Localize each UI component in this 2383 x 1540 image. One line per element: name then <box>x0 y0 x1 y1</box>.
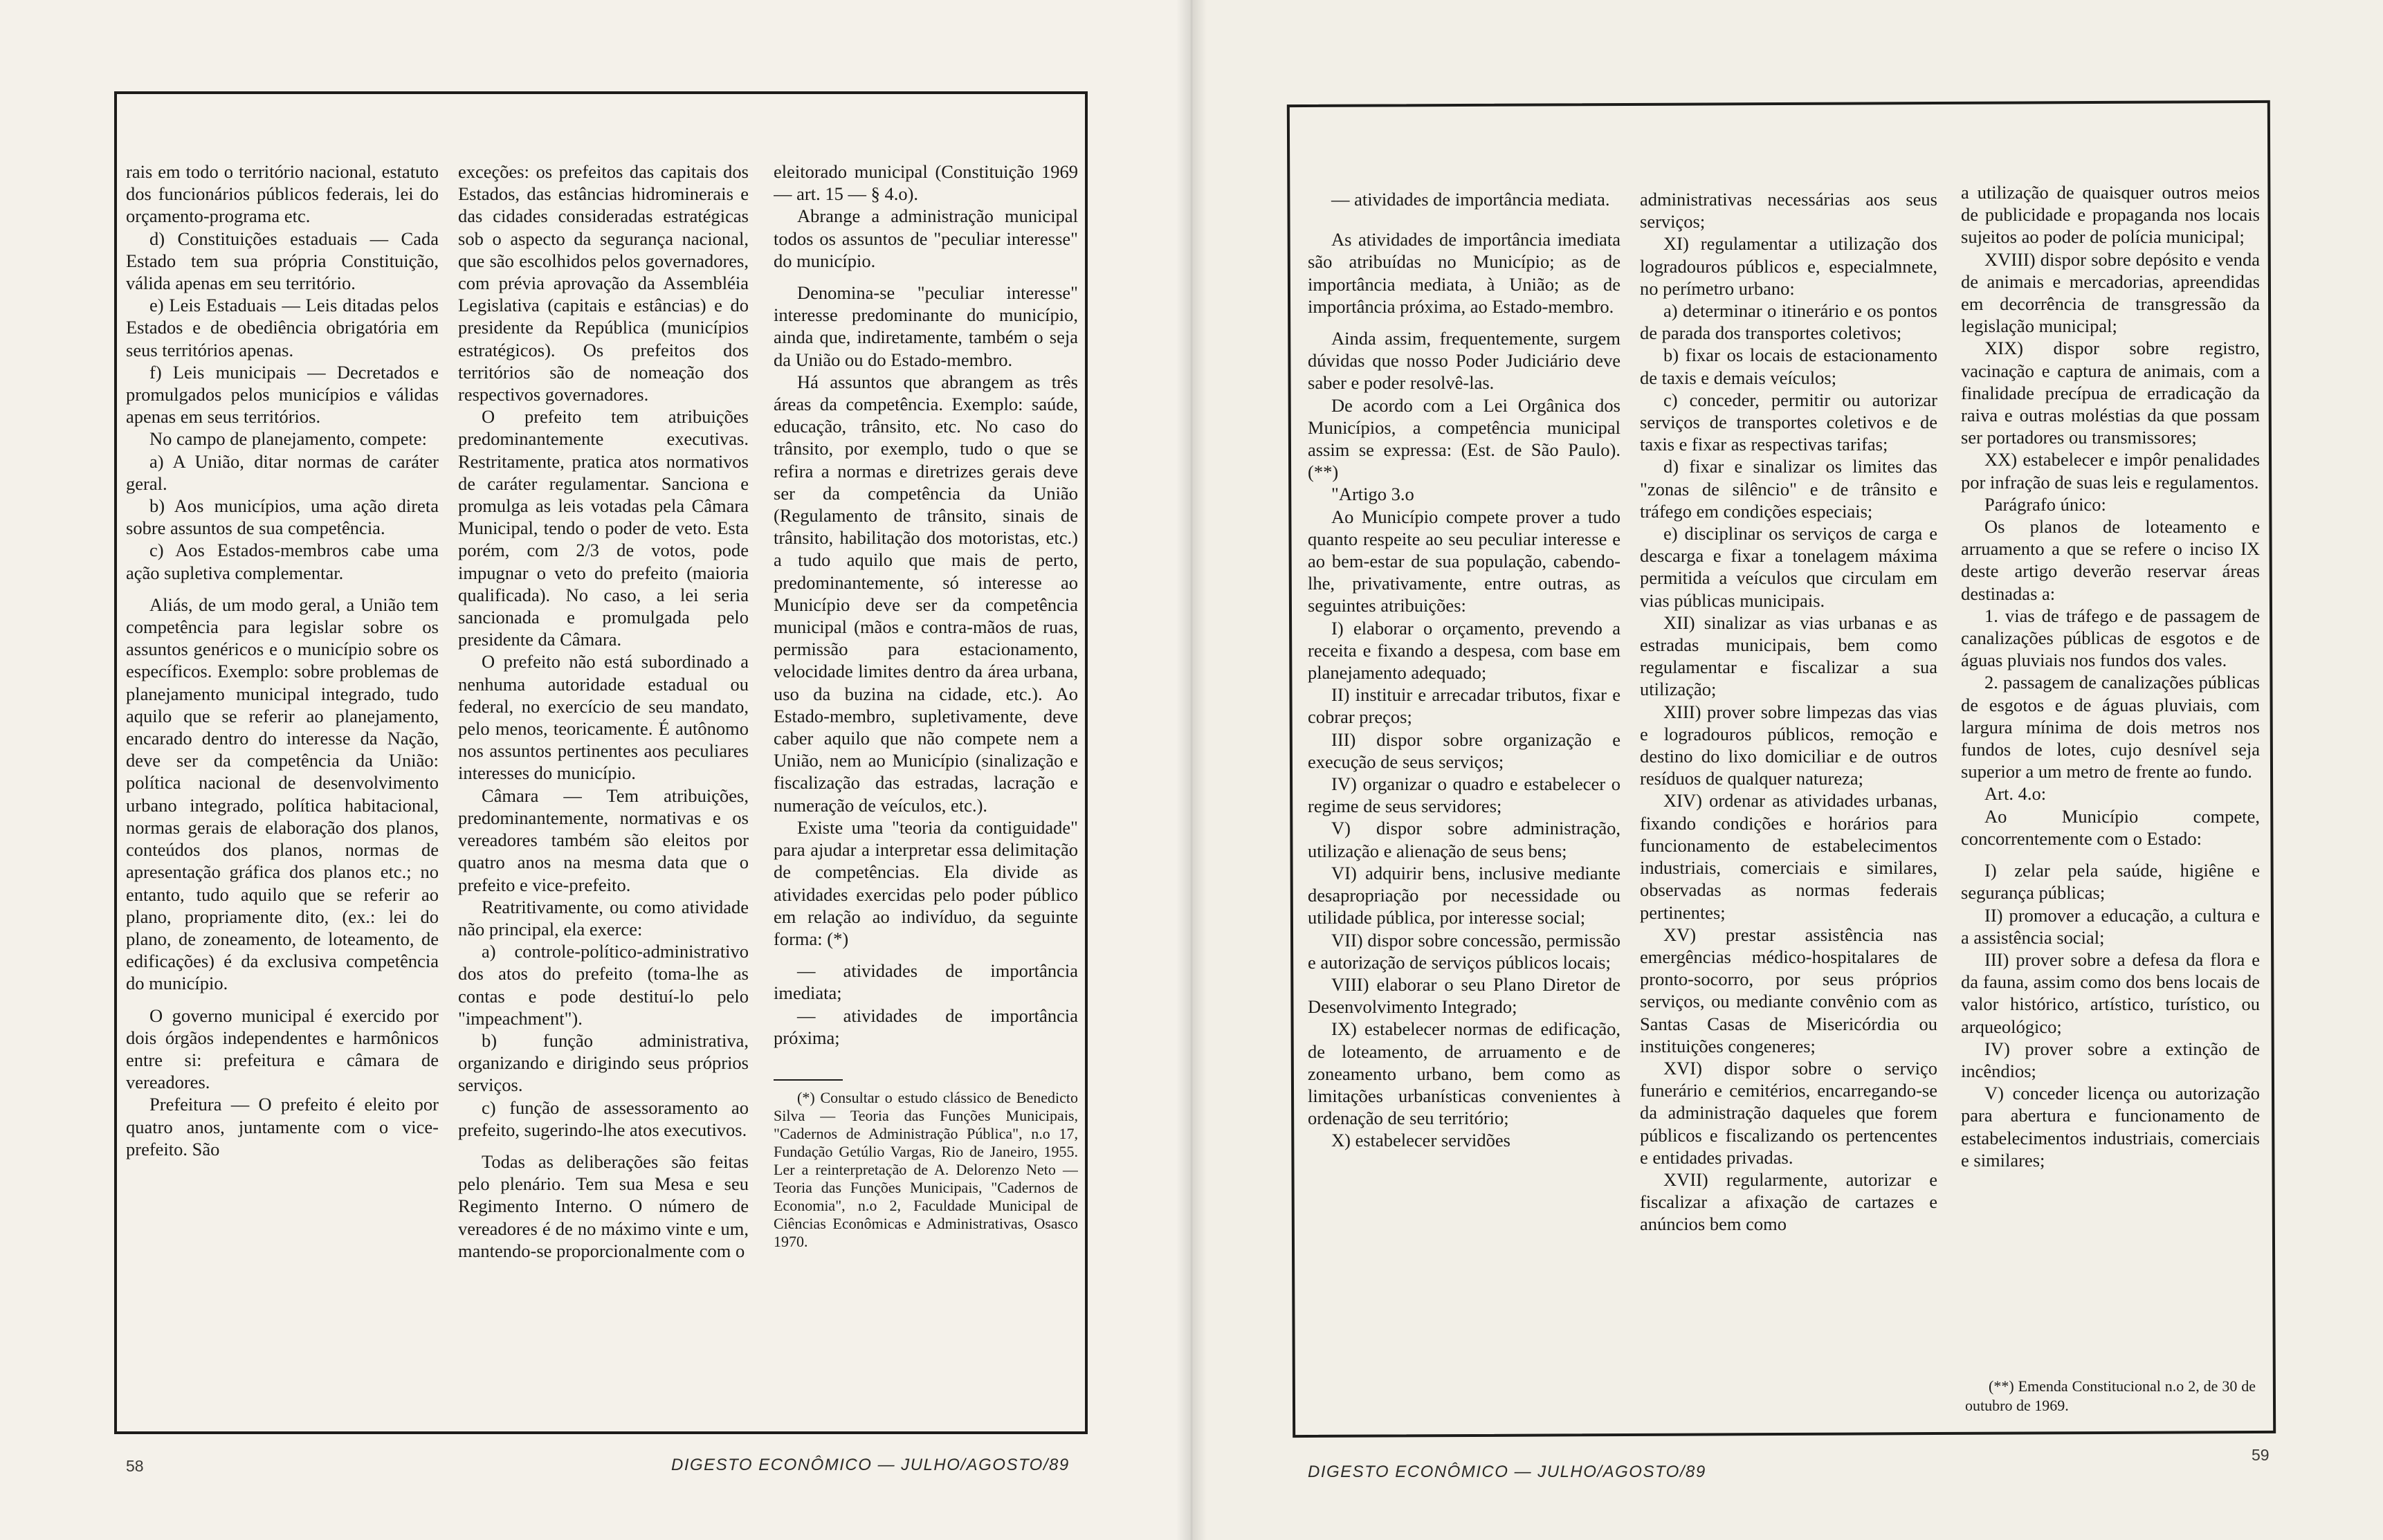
paragraph: II) promover a educação, a cultura e a assistência social; <box>1961 904 2260 948</box>
paragraph: Os planos de loteamento e arruamento a que se refere o inciso IX deste artigo deverão reservar áreas destinadas a: <box>1961 516 2260 604</box>
left-running-foot: DIGESTO ECONÔMICO — JULHO/AGOSTO/89 <box>671 1456 1070 1474</box>
paragraph: XIII) prover sobre limpezas das vias e logradouros públicos, remoção e destino do lixo domiciliar e de outros resíduos de qualquer natureza; <box>1640 701 1937 789</box>
paragraph: VII) dispor sobre concessão, permissão e autorização de serviços públicos locais; <box>1308 929 1620 973</box>
paragraph: XV) prestar assistência nas emergências médico-hospitalares de pronto-socorro, por seus próprios serviços, ou mediante convênio com as Santas Casas de Misericórdia ou instituições congeneres; <box>1640 924 1937 1056</box>
paragraph: Parágrafo único: <box>1984 493 2106 515</box>
paragraph: Câmara — Tem atribuições, predominantemente, normativas e os vereadores também são eleitos por quatro anos na mesma data que o prefeito e vice-prefeito. <box>458 785 749 895</box>
paragraph: As atividades de importância imediata são atribuídas no Município; as de importância mediata, à União; as de importância próxima, ao Estado-membro. <box>1308 229 1620 317</box>
paragraph: c) função de assessoramento ao prefeito, sugerindo-lhe atos executivos. <box>458 1097 749 1140</box>
paragraph: Ao Município compete, concorrentemente com o Estado: <box>1961 805 2260 849</box>
paragraph: Abrange a administração municipal todos os assuntos de "peculiar interesse" do município. <box>774 205 1078 271</box>
paragraph: b) função administrativa, organizando e dirigindo seus próprios serviços. <box>458 1029 749 1096</box>
paragraph: eleitorado municipal (Constituição 1969 — art. 15 — § 4.o). <box>774 161 1078 205</box>
paragraph: a) A União, ditar normas de caráter geral. <box>126 450 439 494</box>
paragraph: e) Leis Estaduais — Leis ditadas pelos Estados e de obediência obrigatória em seus territórios apenas. <box>126 295 439 360</box>
paragraph: d) fixar e sinalizar os limites das "zonas de silêncio" e de trânsito e tráfego em condições especiais; <box>1640 456 1937 522</box>
footnote: (*) Consultar o estudo clássico de Benedicto Silva — Teoria das Funções Municipais, "Cadernos de Administração Pública", n.o 17, Fundação Getúlio Vargas, Rio de Janeiro, 1955. Ler a reinterpretação de A. Delorenzo Neto — Teoria das Funções Municipais, "Cadernos de Economia", n.o 2, Faculdade Municipal de Ciências Econômicas e Administrativas, Osasco 1970. <box>774 1088 1078 1250</box>
paragraph: Prefeitura — O prefeito é eleito por quatro anos, juntamente com o vice-prefeito. São <box>126 1094 439 1159</box>
paragraph: f) Leis municipais — Decretados e promulgados pelos municípios e válidas apenas em seus territórios. <box>126 361 439 428</box>
paragraph: Art. 4.o: <box>1984 783 2047 805</box>
book-gutter <box>1176 0 1207 1540</box>
paragraph: c) Aos Estados-membros cabe uma ação supletiva complementar. <box>126 540 439 583</box>
paragraph: IV) organizar o quadro e estabelecer o regime de seus servidores; <box>1308 773 1620 817</box>
paragraph: Denomina-se "peculiar interesse" interesse predominante do município, ainda que, indiretamente, também o seja da União ou do Estado-membro. <box>774 282 1078 370</box>
paragraph: "Artigo 3.o <box>1331 484 1414 505</box>
paragraph: b) Aos municípios, uma ação direta sobre assuntos de sua competência. <box>126 495 439 539</box>
paragraph: XI) regulamentar a utilização dos logradouros públicos e, especialmnete, no perímetro urbano: <box>1640 233 1937 299</box>
paragraph: Ainda assim, frequentemente, surgem dúvidas que nosso Poder Judiciário deve saber e poder resolvê-las. <box>1308 328 1620 394</box>
paragraph: a) determinar o itinerário e os pontos de parada dos transportes coletivos; <box>1640 300 1937 344</box>
paragraph: IV) prover sobre a extinção de incêndios; <box>1961 1038 2260 1081</box>
paragraph: 1. vias de tráfego e de passagem de canalizações públicas de esgotos e de águas pluviais nos fundos dos vales. <box>1961 605 2260 671</box>
paragraph: No campo de planejamento, compete: <box>149 428 428 450</box>
paragraph: — atividades de importância mediata. <box>1331 189 1610 210</box>
left-column-3 <box>774 161 1078 1427</box>
paragraph: I) zelar pela saúde, higiêne e segurança públicas; <box>1961 860 2260 904</box>
paragraph: I) elaborar o orçamento, prevendo a receita e fixando a despesa, com base em planejamento adequado; <box>1308 617 1620 684</box>
paragraph: Todas as deliberações são feitas pelo plenário. Tem sua Mesa e seu Regimento Interno. O número de vereadores é de no máximo vinte e um, mantendo-se proporcionalmente com o <box>458 1151 749 1261</box>
paragraph: Ao Município compete prover a tudo quanto respeite ao seu peculiar interesse e ao bem-estar de sua população, cabendo-lhe, privativamente, entre outras, as seguintes atribuições: <box>1308 506 1620 616</box>
paragraph: V) conceder licença ou autorização para abertura e funcionamento de estabelecimentos industriais, comerciais e similares; <box>1961 1083 2260 1171</box>
paragraph: exceções: os prefeitos das capitais dos Estados, das estâncias hidrominerais e das cidades consideradas estratégicas sob o aspecto da segurança nacional, que são escolhidos pelos governadores, com prévia aprovação da Assembléia Legislativa (capitais e estâncias) e do presidente da República (municípios estratégicos). Os prefeitos dos territórios são de nomeação dos respectivos governadores. <box>458 161 749 405</box>
paragraph: Aliás, de um modo geral, a União tem competência para legislar sobre os assuntos genéricos e o município sobre os específicos. Exemplo: sobre problemas de planejamento municipal integrado, tudo aquilo que se referir ao planejamento, encarado dentro do interesse da Nação, deve ser da competência da União: política nacional de desenvolvimento urbano integrado, política habitacional, normas gerais de elaboração dos planos, conteúdos dos planos, normas de apresentação gráfica dos planos etc.; no entanto, tudo aquilo que se referir ao plano, propriamente dito, (ex.: lei do plano, de zoneamento, de loteamento, de edificações) é da exclusiva competência do município. <box>126 594 439 994</box>
paragraph: Reatritivamente, ou como atividade não principal, ela exerce: <box>458 896 749 939</box>
paragraph: O governo municipal é exercido por dois órgãos independentes e harmônicos entre si: prefeitura e câmara de vereadores. <box>126 1005 439 1093</box>
paragraph: — atividades de importância imediata; <box>774 960 1078 1004</box>
paragraph: Há assuntos que abrangem as três áreas da competência. Exemplo: saúde, educação, trânsito, etc. No caso do trânsito, por exemplo, tudo o que se refira a normas e diretrizes gerais deve ser da competência da União (Regulamento de trânsito, sinais de trânsito, habilitação dos motoristas, etc.) a tudo aquilo que mais de perto, predominantemente, só interesse ao Município deve ser da competência municipal (mãos e contra-mãos de ruas, permissão para estacionamento, velocidade limites dentro da área urbana, uso da buzina na cidade, etc.). Ao Estado-membro, supletivamente, deve caber aquilo que não compete nem a União, nem ao Município (sinalização e fiscalização das estradas, lacração e numeração de veículos, etc.). <box>774 371 1078 816</box>
paragraph: a utilização de quaisquer outros meios de publicidade e propaganda nos locais sujeitos ao poder de polícia municipal; <box>1961 182 2260 248</box>
paragraph: rais em todo o território nacional, estatuto dos funcionários públicos federais, lei do orçamento-programa etc. <box>126 161 439 227</box>
paragraph: V) dispor sobre administração, utilização e alienação de seus bens; <box>1308 818 1620 861</box>
right-column-3 <box>1961 181 2260 1433</box>
paragraph: administrativas necessárias aos seus serviços; <box>1640 189 1937 232</box>
paragraph: II) instituir e arrecadar tributos, fixar e cobrar preços; <box>1308 684 1620 728</box>
paragraph: De acordo com a Lei Orgânica dos Municípios, a competência municipal assim se expressa: (Est. de São Paulo). (**) <box>1308 394 1620 483</box>
paragraph: XVI) dispor sobre o serviço funerário e cemitérios, encarregando-se da administração daqueles que forem públicos e fiscalizando os pertencentes e entidades privadas. <box>1640 1057 1937 1168</box>
paragraph: e) disciplinar os serviços de carga e descarga e fixar a tonelagem máxima permitida a veículos que circulam em vias públicas municipais. <box>1640 523 1937 611</box>
paragraph: XVIII) dispor sobre depósito e venda de animais e mercadorias, apreendidas em decorrência de transgressão da legislação municipal; <box>1961 248 2260 337</box>
paragraph: XVII) regularmente, autorizar e fiscalizar a afixação de cartazes e anúncios bem como <box>1640 1168 1937 1235</box>
paragraph: III) prover sobre a defesa da flora e da fauna, assim como dos bens locais de valor histórico, artístico, turístico, ou arqueológico; <box>1961 948 2260 1037</box>
paragraph: XX) estabelecer e impôr penalidades por infração de suas leis e regulamentos. <box>1961 449 2260 493</box>
paragraph: VI) adquirir bens, inclusive mediante desapropriação por necessidade ou utilidade pública, por interesse social; <box>1308 862 1620 928</box>
footnote-divider <box>774 1079 843 1081</box>
footnote: (**) Emenda Constitucional n.o 2, de 30 de outubro de 1969. <box>1965 1377 2256 1414</box>
paragraph: XIV) ordenar as atividades urbanas, fixando condições e horários para funcionamento de estabelecimentos industriais, comerciais e similares, observadas as normas federais pertinentes; <box>1640 790 1937 923</box>
paragraph: c) conceder, permitir ou autorizar serviços de transportes coletivos e de taxis e fixar as respectivas tarifas; <box>1640 389 1937 455</box>
paragraph: b) fixar os locais de estacionamento de taxis e demais veículos; <box>1640 345 1937 388</box>
paragraph: XII) sinalizar as vias urbanas e as estradas municipais, bem como regulamentar e fiscalizar a sua utilização; <box>1640 612 1937 700</box>
paragraph: O prefeito não está subordinado a nenhuma autoridade estadual ou federal, no exercício de seu mandato, pelo menos, teoricamente. É autônomo nos assuntos pertinentes aos peculiares interesses do município. <box>458 651 749 784</box>
right-footnote-block <box>1965 1377 2256 1418</box>
paragraph: X) estabelecer servidões <box>1331 1130 1510 1151</box>
right-column-1 <box>1308 188 1620 1433</box>
paragraph: Existe uma "teoria da contiguidade" para ajudar a interpretar essa delimitação de competências. Ela divide as atividades exercidas pelo poder público em relação ao indivíduo, da seguinte forma: (*) <box>774 816 1078 949</box>
paragraph: O prefeito tem atribuições predominantemente executivas. Restritamente, pratica atos normativos de caráter regulamentar. Sanciona e promulga as leis votadas pela Câmara Municipal, tendo o poder de veto. Esta porém, com 2/3 de votos, pode impugnar o veto do prefeito (maioria qualificada). No caso, a lei seria sancionada e promulgada pelo presidente da Câmara. <box>458 406 749 650</box>
right-page-number: 59 <box>2252 1446 2270 1464</box>
paragraph: 2. passagem de canalizações públicas de esgotos e de águas pluviais, com largura mínima de dois metros nos fundos de lotes, cujo desnível seja superior a um metro de frente ao fundo. <box>1961 672 2260 782</box>
paragraph: III) dispor sobre organização e execução de seus serviços; <box>1308 728 1620 772</box>
left-column-2 <box>458 161 749 1427</box>
paragraph: a) controle-político-administrativo dos atos do prefeito (toma-lhe as contas e pode destituí-lo pelo "impeachment"). <box>458 941 749 1029</box>
left-column-1 <box>126 161 439 1427</box>
paragraph: d) Constituições estaduais — Cada Estado tem sua própria Constituição, válida apenas em seu território. <box>126 228 439 294</box>
paragraph: IX) estabelecer normas de edificação, de loteamento, de arruamento e de zoneamento urbano, bem como as limitações urbanísticas convenientes à ordenação de seu território; <box>1308 1018 1620 1129</box>
left-page-number: 58 <box>126 1457 144 1475</box>
paragraph: — atividades de importância próxima; <box>774 1005 1078 1048</box>
right-running-foot: DIGESTO ECONÔMICO — JULHO/AGOSTO/89 <box>1308 1463 1706 1481</box>
paragraph: VIII) elaborar o seu Plano Diretor de Desenvolvimento Integrado; <box>1308 973 1620 1018</box>
right-column-2 <box>1640 188 1937 1433</box>
paragraph: XIX) dispor sobre registro, vacinação e captura de animais, com a finalidade precípua de erradicação da raiva e outras moléstias da que possam ser portadores ou transmissores; <box>1961 338 2260 448</box>
